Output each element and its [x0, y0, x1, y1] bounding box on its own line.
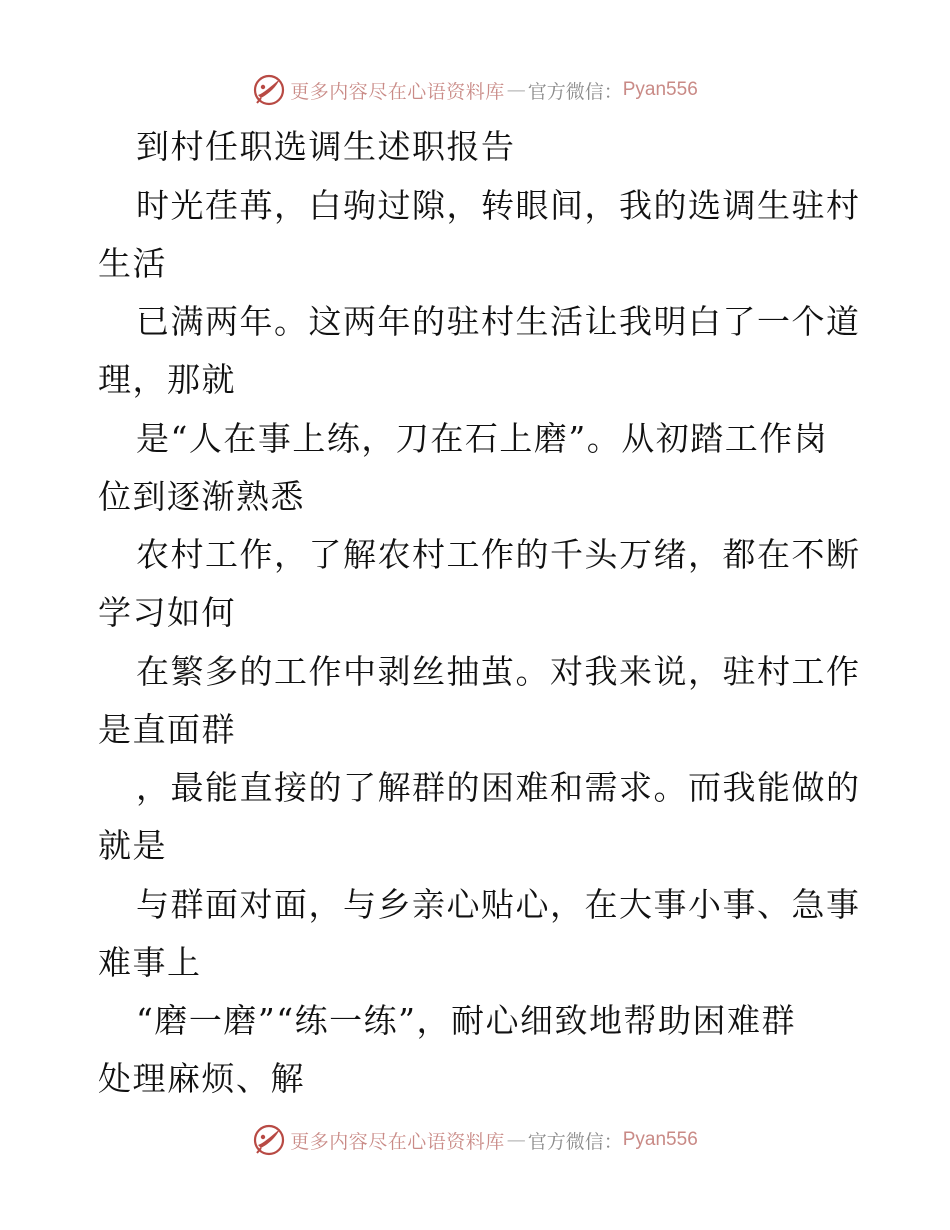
watermark-separator: —	[506, 1129, 526, 1151]
watermark-main-text: 更多内容尽在心语资料库	[290, 1130, 505, 1153]
paragraph-line: 农村工作，了解农村工作的千头万绪，都在不断	[136, 535, 861, 574]
paragraph-line: 与群面对面，与乡亲心贴心，在大事小事、急事	[136, 885, 861, 924]
paragraph-line: 位到逐渐熟悉	[98, 477, 305, 516]
watermark-separator: —	[506, 79, 526, 101]
paragraph-line: “磨一磨”“练一练”，耐心细致地帮助困难群	[136, 1001, 796, 1040]
paragraph-line: 处理麻烦、解	[98, 1059, 305, 1098]
watermark-side-text: 官方微信：	[527, 80, 623, 103]
paragraph-line: 学习如何	[98, 593, 236, 632]
footer-watermark	[0, 1118, 950, 1162]
paragraph-line: 生活	[98, 244, 167, 283]
watermark-account: Pyan556	[622, 1129, 698, 1150]
paragraph-line: ，最能直接的了解群的困难和需求。而我能做的	[136, 768, 861, 807]
paragraph-line: 是“人在事上练，刀在石上磨”。从初踏工作岗	[136, 419, 829, 458]
paragraph-line: 理，那就	[98, 360, 236, 399]
watermark-account: Pyan556	[622, 79, 698, 100]
paragraph-line: 是直面群	[98, 710, 236, 749]
paragraph-line: 难事上	[98, 943, 202, 982]
watermark-main-text: 更多内容尽在心语资料库	[290, 80, 505, 103]
paragraph-line: 在繁多的工作中剥丝抽茧。对我来说，驻村工作	[136, 652, 861, 691]
watermark-side-text: 官方微信：	[527, 1130, 623, 1153]
paragraph-line: 就是	[98, 826, 167, 865]
paragraph-line: 已满两年。这两年的驻村生活让我明白了一个道	[136, 302, 861, 341]
quill-pen-logo-icon	[252, 1123, 286, 1157]
document-title: 到村任职选调生述职报告	[136, 127, 516, 166]
paragraph-line: 时光荏苒，白驹过隙，转眼间，我的选调生驻村	[136, 186, 861, 225]
